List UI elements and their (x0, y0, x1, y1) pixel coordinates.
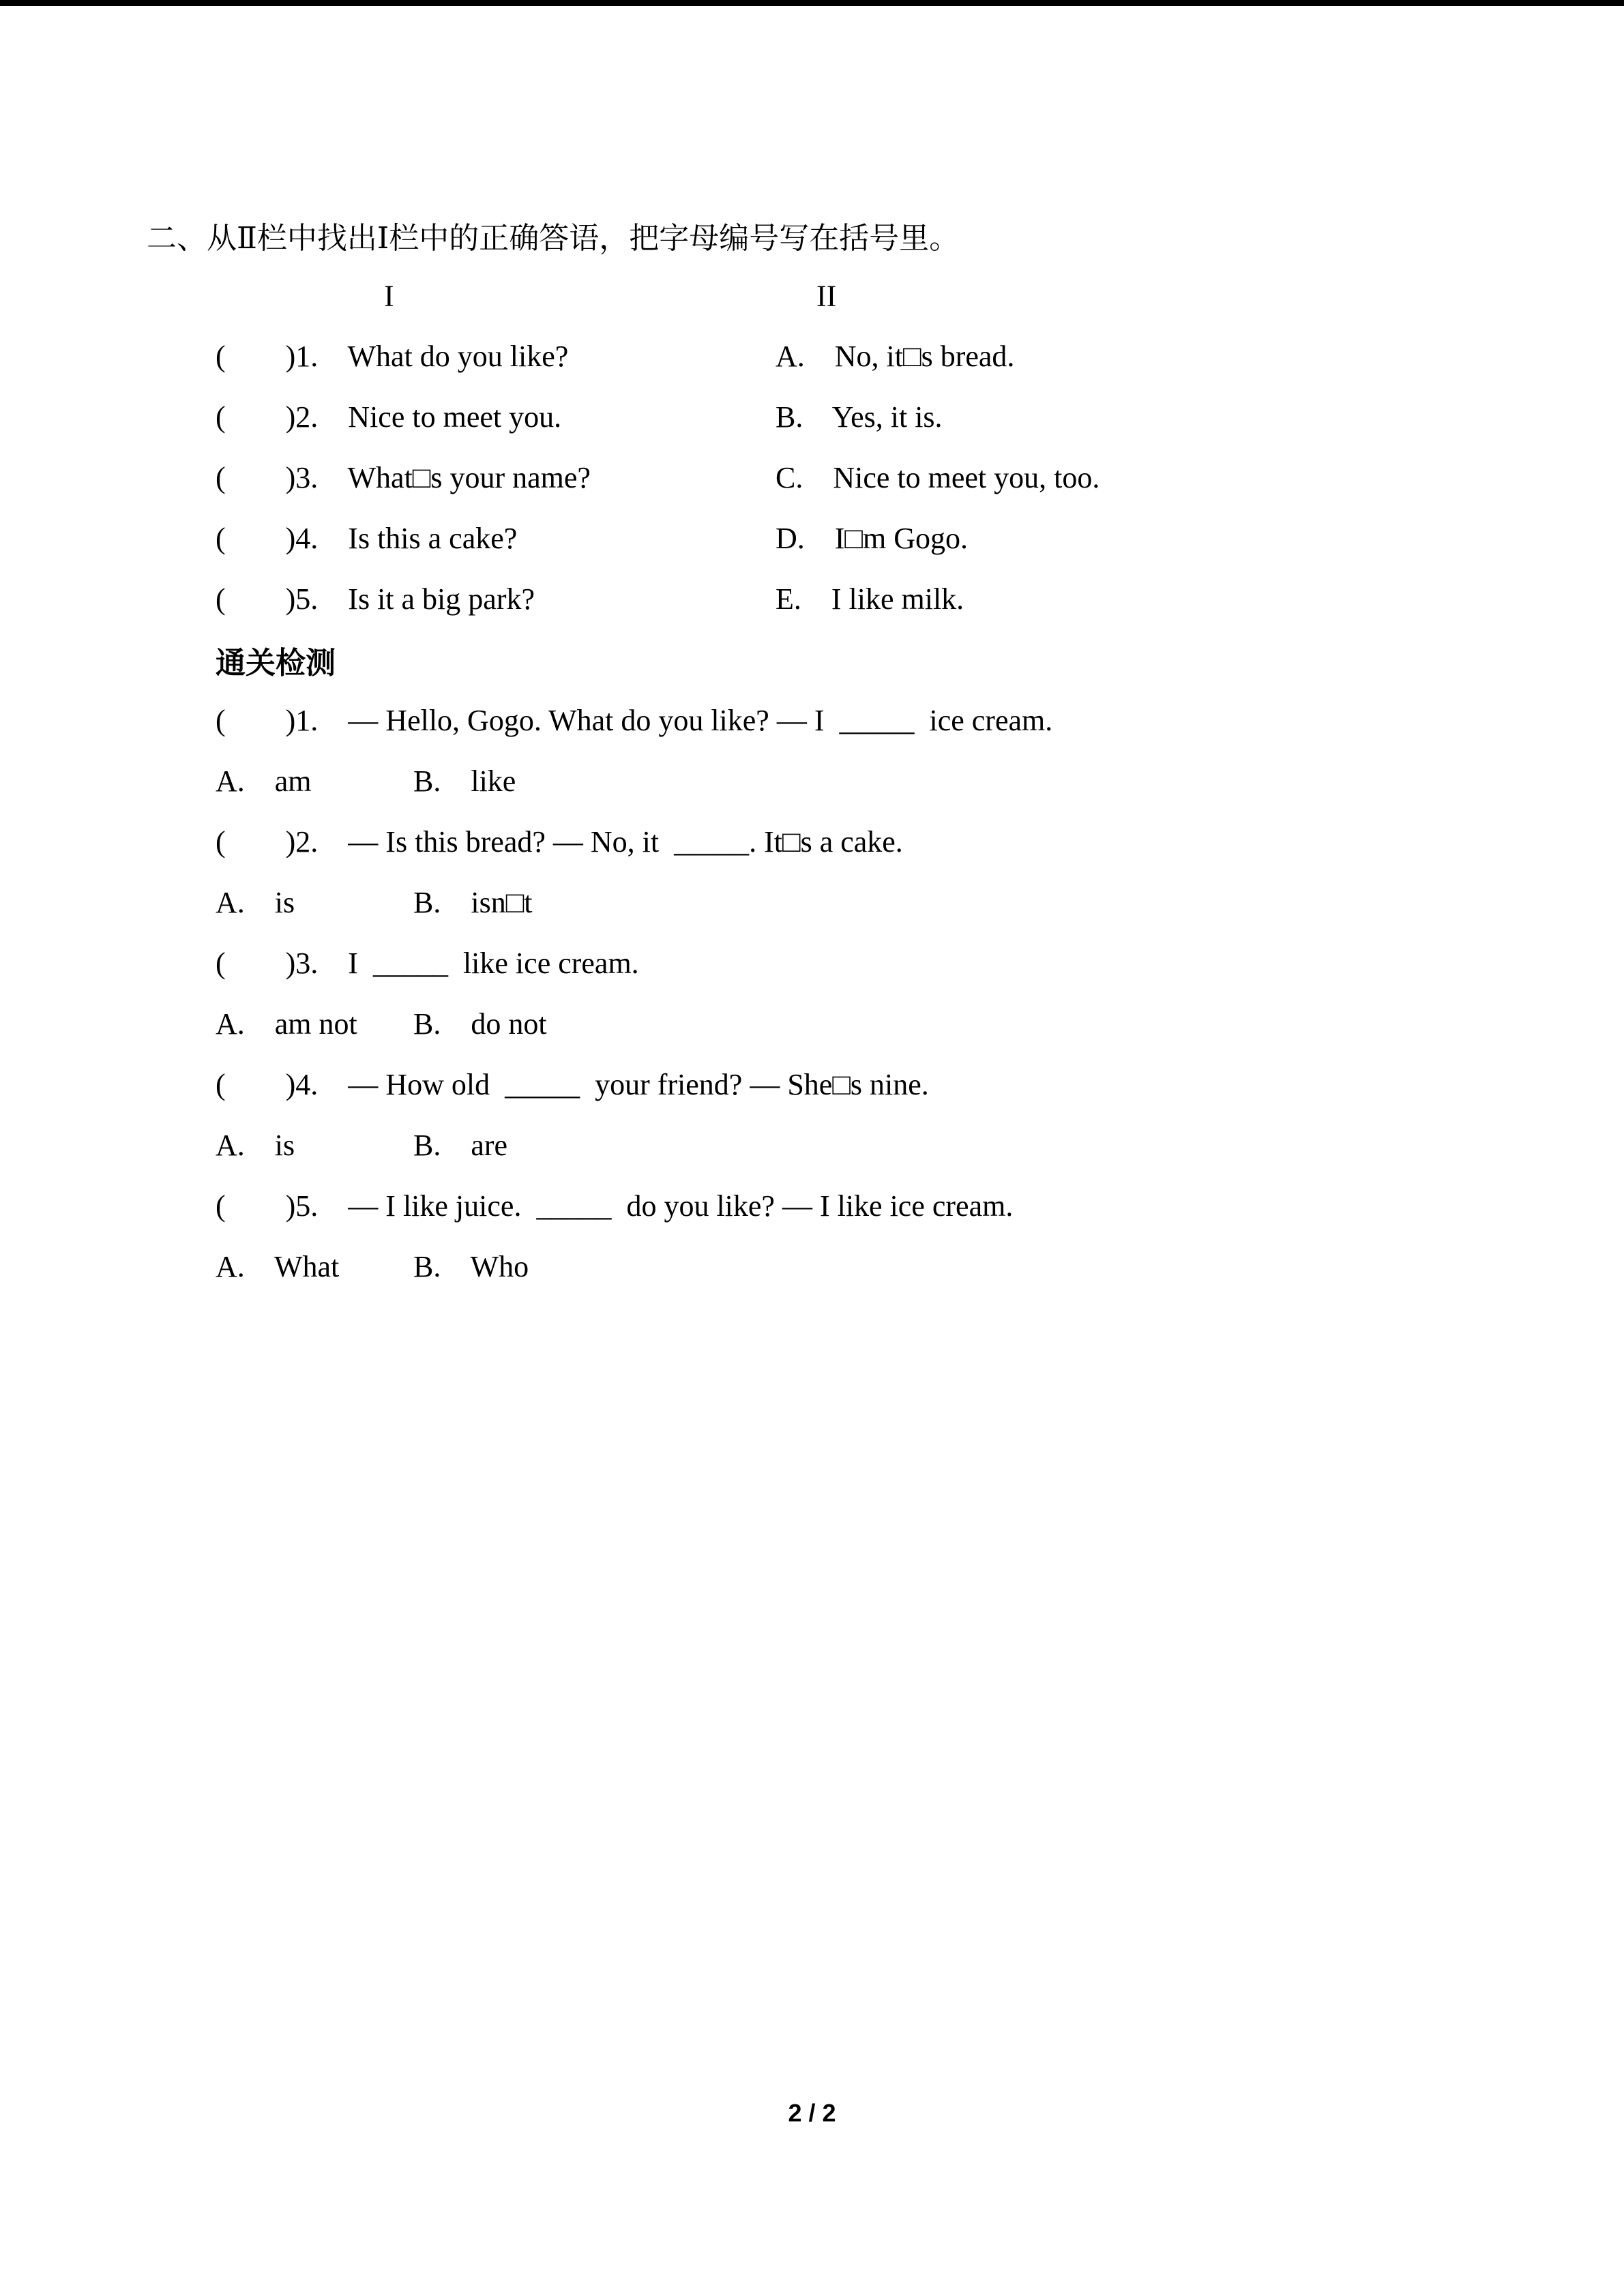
option-b: B. do not (413, 1007, 547, 1041)
test-question-4-options (0, 1115, 1624, 1176)
match-row-1 (0, 326, 1624, 387)
option-a: A. What (216, 1250, 340, 1283)
match-answer-b: B. Yes, it is. (776, 400, 943, 434)
match-question-1: ( )1. What do you like? (216, 340, 569, 373)
test-question-4-stem (0, 1054, 1624, 1115)
question-stem: ( )5. — I like juice. _____ do you like? — I like ice cream. (216, 1189, 1014, 1223)
column-1-header: I (384, 279, 394, 312)
option-a: A. am (216, 764, 312, 798)
test-question-3-stem (0, 933, 1624, 994)
question-stem: ( )1. — Hello, Gogo. What do you like? — I _____ ice cream. (216, 704, 1053, 737)
question-stem: ( )4. — How old _____ your friend? — She□s nine. (216, 1068, 929, 1101)
test-question-5-stem (0, 1176, 1624, 1236)
match-question-5: ( )5. Is it a big park? (216, 582, 535, 616)
option-a: A. is (216, 886, 295, 919)
option-a: A. is (216, 1129, 295, 1162)
match-question-3: ( )3. What□s your name? (216, 461, 591, 494)
match-row-2 (0, 387, 1624, 447)
option-b: B. like (413, 764, 516, 798)
option-a: A. am not (216, 1007, 357, 1041)
match-section-heading-line (0, 205, 1624, 265)
option-b: B. Who (413, 1250, 529, 1283)
option-b: B. are (413, 1129, 508, 1162)
column-headers-row (0, 265, 1624, 326)
page-number-footer (0, 2099, 1624, 2128)
top-border-bar (0, 0, 1624, 6)
match-question-4: ( )4. Is this a cake? (216, 522, 518, 555)
match-answer-d: D. I□m Gogo. (776, 522, 969, 555)
test-question-5-options (0, 1236, 1624, 1297)
match-answer-a: A. No, it□s bread. (776, 340, 1015, 373)
match-section-heading: 二、从Ⅱ栏中找出Ⅰ栏中的正确答语，把字母编号写在括号里。 (147, 221, 960, 255)
match-row-4 (0, 508, 1624, 569)
worksheet-content (0, 205, 1624, 1297)
match-answer-c: C. Nice to meet you, too. (776, 461, 1100, 494)
test-section-heading: 通关检测 (216, 646, 336, 680)
column-2-header: II (816, 279, 837, 312)
test-question-2-options (0, 872, 1624, 933)
test-question-2-stem (0, 811, 1624, 872)
question-stem: ( )2. — Is this bread? — No, it _____. It□s a cake. (216, 825, 903, 859)
option-b: B. isn□t (413, 886, 533, 919)
match-answer-e: E. I like milk. (776, 582, 964, 616)
test-question-1-stem (0, 690, 1624, 751)
match-row-3 (0, 447, 1624, 508)
test-question-3-options (0, 994, 1624, 1054)
match-question-2: ( )2. Nice to meet you. (216, 400, 562, 434)
question-stem: ( )3. I _____ like ice cream. (216, 946, 639, 980)
page-number: 2 / 2 (788, 2099, 836, 2127)
test-section-heading-line (0, 629, 1624, 690)
match-row-5 (0, 569, 1624, 629)
test-question-1-options (0, 751, 1624, 811)
